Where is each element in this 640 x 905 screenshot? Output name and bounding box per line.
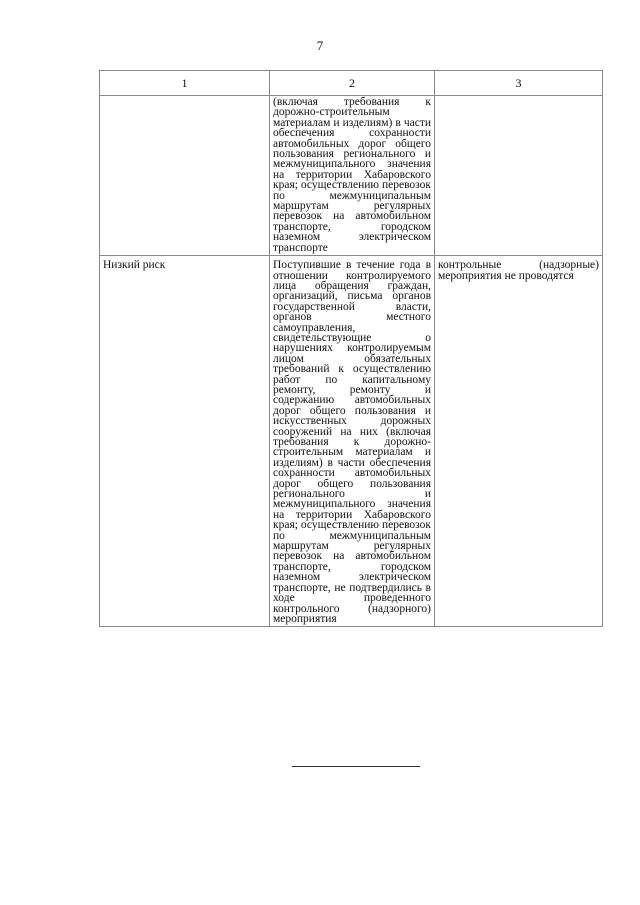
- measures-text: контрольные (надзорные) мероприятия не проводятся: [438, 259, 599, 282]
- table-header-row: [100, 71, 603, 96]
- table-row: [100, 96, 603, 256]
- risk-category-table: [99, 70, 603, 627]
- column-header-3: 3: [435, 71, 603, 96]
- risk-level-cell: [100, 96, 270, 256]
- table-row: [100, 256, 603, 627]
- measures-cell: [435, 96, 603, 256]
- column-header-1: 1: [100, 71, 270, 96]
- criteria-cell: [270, 96, 435, 256]
- measures-cell: [435, 256, 603, 627]
- page-number: 7: [316, 38, 324, 53]
- risk-level-cell: Низкий риск: [100, 256, 270, 627]
- criteria-text: (включая требования к дорожно-строительным материалам и изделиям) в части обеспечения сохранности автомобильных дорог общего пользования регионального и межмуниципального значения на территории Хабаровского края; осуществлению перевозок по межмуниципальным маршрутам регулярных перевозок на автомобильном транспорте, городском наземном электрическом транспорте: [273, 96, 431, 254]
- column-header-2: 2: [270, 71, 435, 96]
- footnote-separator-line: [292, 766, 420, 767]
- criteria-cell: [270, 256, 435, 627]
- criteria-text: Поступившие в течение года в отношении контролируемого лица обращения граждан, организаций, письма органов государственной власти, органов местного самоуправления, свидетельствующие о нарушениях контролируемым лицом обязательных требований к осуществлению работ по капитальному ремонту, ремонту и содержанию автомобильных дорог общего пользования и искусственных дорожных сооружений на них (включая требования к дорожно-строительным материалам и изделиям) в части обеспечения сохранности автомобильных дорог общего пользования регионального и межмуниципального значения на территории Хабаровского края; осуществлению перевозок по межмуниципальным маршрутам регулярных перевозок на автомобильном транспорте, городском наземном электрическом транспорте, не подтвердились в ходе проведенного контрольного (надзорного) мероприятия: [273, 259, 431, 625]
